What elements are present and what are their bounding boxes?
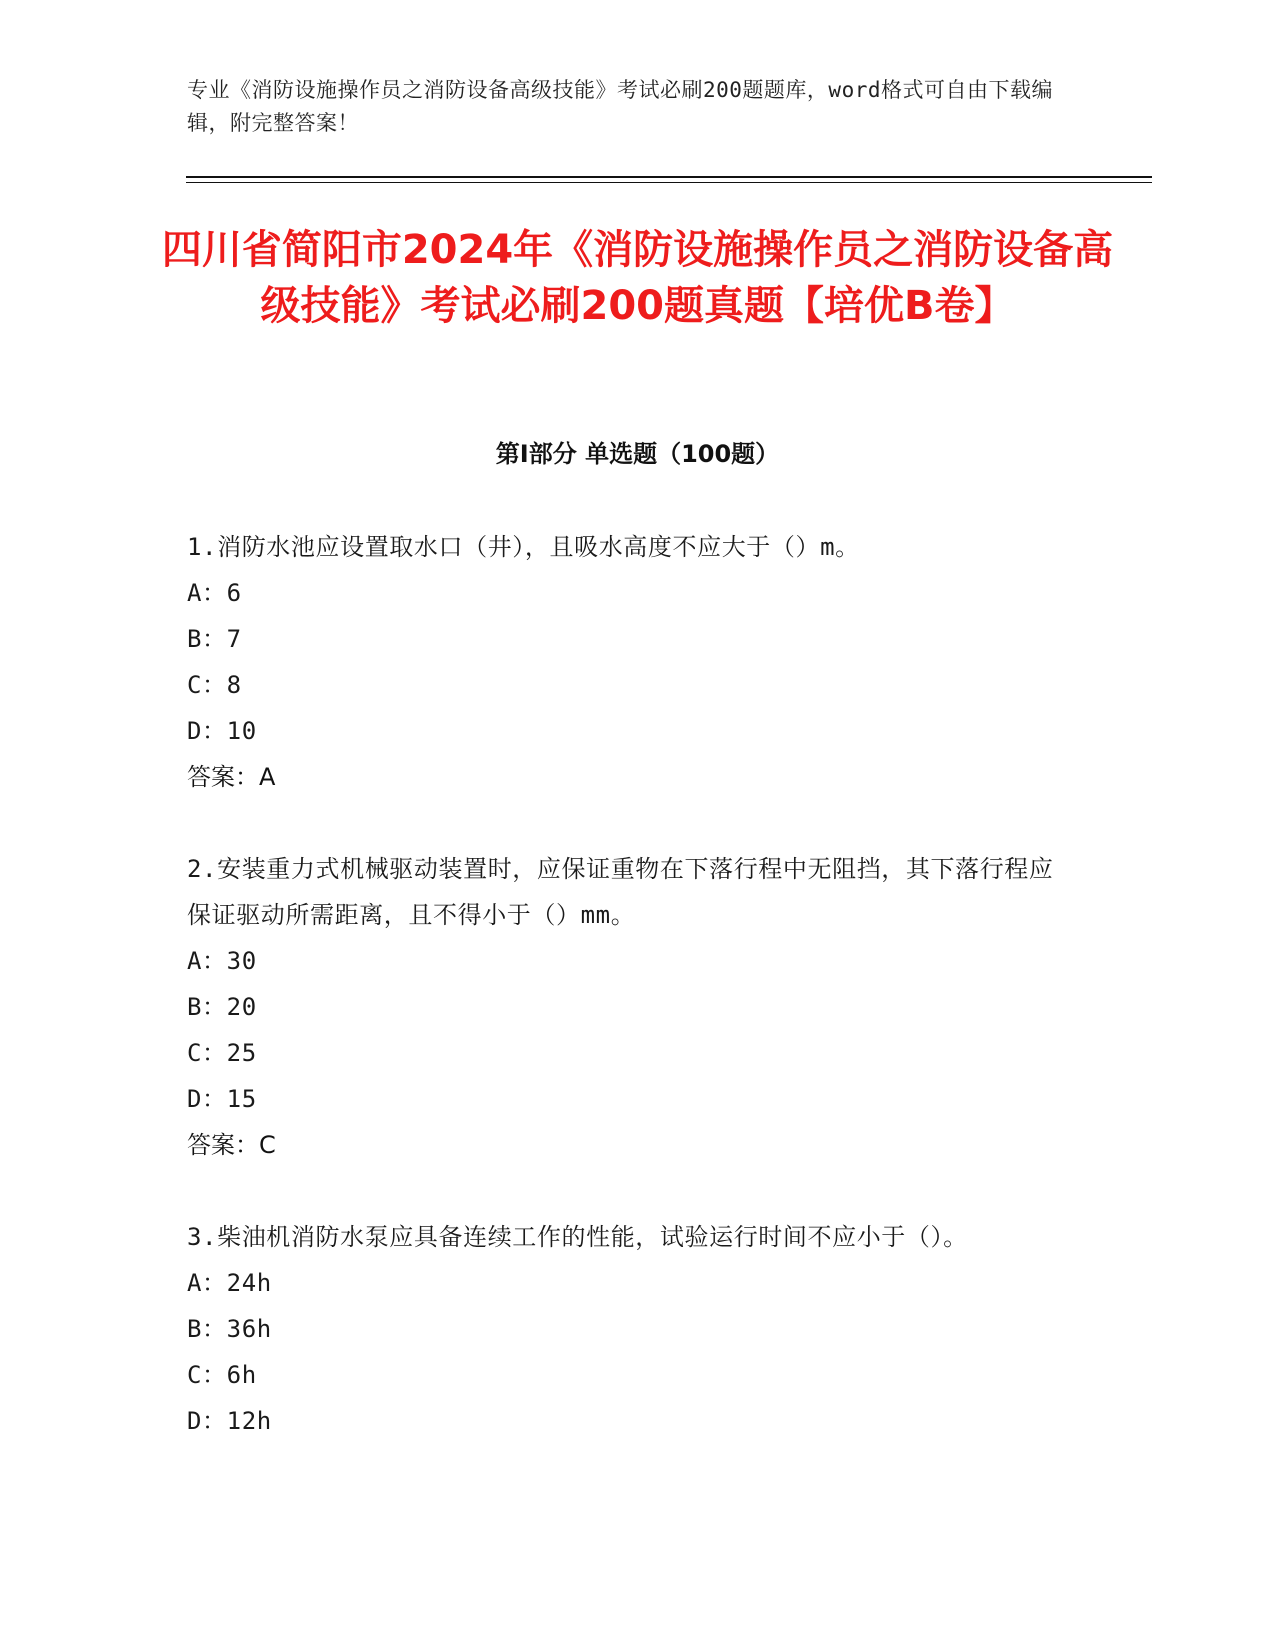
question-1 [187,524,1067,800]
question-2 [187,846,1067,1168]
header-note: 专业《消防设施操作员之消防设备高级技能》考试必刷200题题库，word格式可自由下载编辑，附完整答案！ [187,78,1053,135]
option-a: A：6 [187,579,242,607]
question-stem: 2.安装重力式机械驱动装置时，应保证重物在下落行程中无阻挡，其下落行程应保证驱动所需距离，且不得小于（）mm。 [187,855,1054,929]
option-a: A：30 [187,947,257,975]
question-3 [187,1214,1067,1444]
option-c: C：8 [187,671,242,699]
answer: 答案：C [187,1131,276,1159]
question-stem: 1.消防水池应设置取水口（井），且吸水高度不应大于（）m。 [187,533,860,561]
option-d: D：10 [187,717,257,745]
option-d: D：12h [187,1407,272,1435]
header-rule-thin [186,182,1152,183]
option-c: C：25 [187,1039,257,1067]
question-spacer [187,1168,1067,1214]
answer: 答案：A [187,763,276,791]
header-rule-thick [186,176,1152,178]
question-spacer [187,800,1067,846]
section-title: 第Ⅰ部分 单选题（100题） [495,440,780,468]
document-title: 四川省简阳市2024年《消防设施操作员之消防设备高级技能》考试必刷200题真题【培优B卷】 [161,227,1114,329]
question-stem: 3.柴油机消防水泵应具备连续工作的性能，试验运行时间不应小于（）。 [187,1223,968,1251]
option-a: A：24h [187,1269,272,1297]
option-b: B：7 [187,625,242,653]
option-c: C：6h [187,1361,257,1389]
option-b: B：36h [187,1315,272,1343]
option-b: B：20 [187,993,257,1021]
question-list [187,524,1067,1444]
option-d: D：15 [187,1085,257,1113]
